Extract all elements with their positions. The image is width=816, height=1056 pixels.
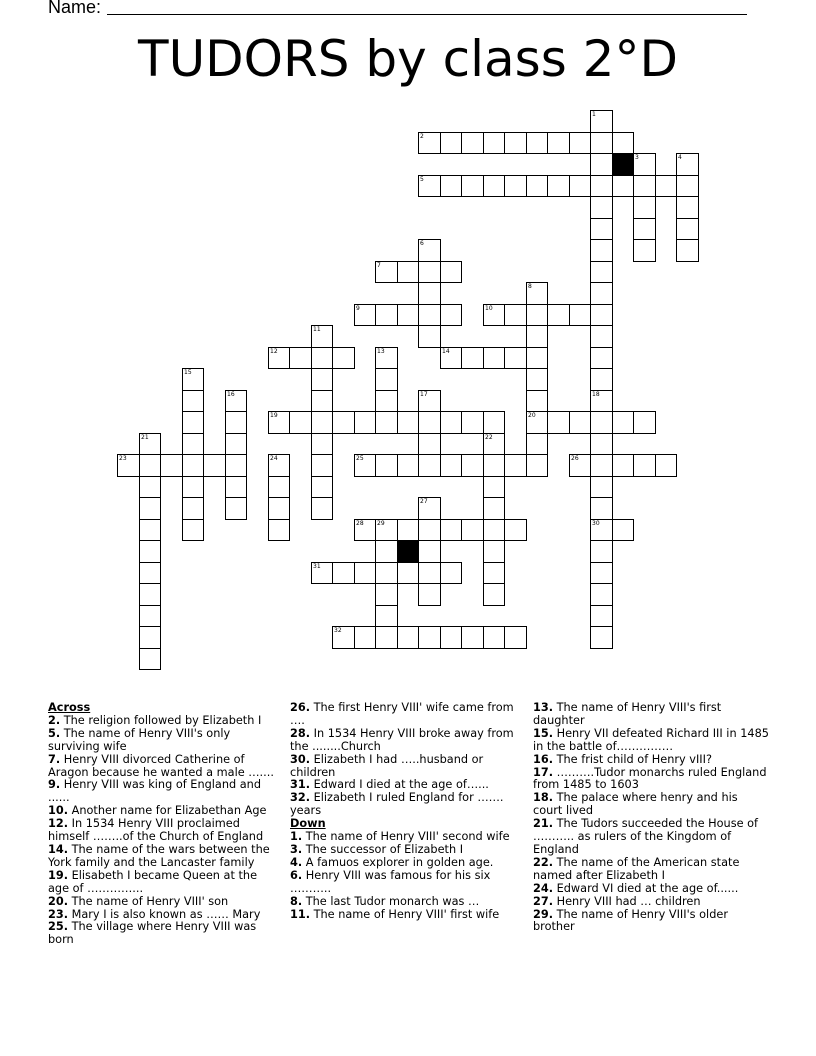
grid-cell[interactable] <box>182 476 204 498</box>
clue-number-27: 27 <box>420 498 428 505</box>
grid-cell[interactable] <box>590 454 613 477</box>
grid-cell[interactable] <box>225 454 247 477</box>
grid-cell[interactable] <box>375 626 398 649</box>
grid-cell[interactable] <box>182 519 204 541</box>
grid-cell[interactable] <box>504 175 527 197</box>
clue-number: 13. <box>533 701 554 714</box>
clues-column-2 <box>290 702 518 921</box>
clue-number-29: 29 <box>377 520 385 527</box>
grid-cell[interactable] <box>440 411 462 434</box>
grid-cell[interactable] <box>526 390 548 412</box>
grid-cell[interactable] <box>612 411 634 434</box>
grid-cell[interactable] <box>676 239 699 262</box>
clue-text: In 1534 Henry VIII broke away from the ........Church <box>290 726 514 753</box>
grid-cell[interactable] <box>612 454 634 477</box>
clue-number-20: 20 <box>528 412 536 419</box>
clue-number: 7. <box>48 752 61 766</box>
grid-cell[interactable] <box>590 347 613 369</box>
clue-text: The frist child of Henry vIII? <box>556 752 712 766</box>
clue-number: 32. <box>290 791 311 805</box>
down-clue <box>290 870 518 896</box>
clue-number: 29. <box>533 907 554 921</box>
grid-cell[interactable] <box>311 476 333 498</box>
name-label: Name: <box>48 0 102 17</box>
across-clue <box>48 921 276 947</box>
down-clue <box>533 728 769 754</box>
clue-number-1: 1 <box>592 111 596 118</box>
clue-number-13: 13 <box>377 348 385 355</box>
clue-number: 8. <box>290 894 303 908</box>
clue-number: 1. <box>290 830 303 844</box>
clue-text: Elisabeth I became Queen at the age of …………... <box>48 868 258 895</box>
across-clue <box>290 792 518 818</box>
grid-cell[interactable] <box>590 583 613 606</box>
page-title: TUDORS by class 2°D <box>138 30 678 88</box>
grid-cell[interactable] <box>418 325 441 348</box>
grid-cell[interactable] <box>504 626 527 649</box>
clue-number: 5. <box>48 726 61 740</box>
grid-cell[interactable] <box>182 454 204 477</box>
grid-cell[interactable] <box>311 411 333 434</box>
grid-cell[interactable] <box>268 519 290 541</box>
clue-text: In 1534 Henry VIII proclaimed himself ……..of the Church of England <box>48 817 264 844</box>
grid-cell[interactable] <box>526 132 548 154</box>
grid-cell[interactable] <box>332 562 355 584</box>
clue-number-14: 14 <box>442 348 450 355</box>
clue-text: The name of Henry VIII' son <box>71 894 229 908</box>
clue-text: The last Tudor monarch was … <box>305 894 480 908</box>
grid-cell[interactable] <box>547 175 570 197</box>
down-clue <box>533 767 769 793</box>
grid-cell[interactable] <box>461 347 484 369</box>
grid-cell[interactable] <box>526 368 548 391</box>
grid-cell[interactable] <box>440 562 462 584</box>
grid-cell[interactable] <box>483 562 505 584</box>
grid-cell[interactable] <box>311 368 333 391</box>
clue-number: 11. <box>290 907 311 921</box>
grid-cell[interactable] <box>418 433 441 455</box>
grid-cell[interactable] <box>332 411 355 434</box>
grid-cell[interactable] <box>569 304 591 326</box>
clue-number-31: 31 <box>313 563 321 570</box>
clue-number-22: 22 <box>485 434 493 441</box>
grid-cell[interactable] <box>633 239 656 262</box>
grid-cell[interactable] <box>504 347 527 369</box>
grid-cell[interactable] <box>590 218 613 240</box>
grid-cell[interactable] <box>633 454 656 477</box>
grid-cell[interactable] <box>139 626 161 649</box>
grid-cell[interactable] <box>461 175 484 197</box>
grid-cell[interactable] <box>182 390 204 412</box>
grid-cell[interactable] <box>547 304 570 326</box>
grid-cell[interactable] <box>375 411 398 434</box>
grid-cell[interactable] <box>289 347 312 369</box>
grid-cell[interactable] <box>526 304 548 326</box>
clue-number-12: 12 <box>270 348 278 355</box>
clue-text: The palace where henry and his court lived <box>533 791 738 818</box>
grid-cell[interactable] <box>311 454 333 477</box>
grid-cell[interactable] <box>633 411 656 434</box>
clue-text: Henry VIII divorced Catherine of Aragon because he wanted a male ….... <box>48 752 274 779</box>
grid-cell[interactable] <box>590 562 613 584</box>
grid-cell[interactable] <box>418 562 441 584</box>
grid-cell[interactable] <box>354 626 376 649</box>
grid-cell[interactable] <box>590 605 613 627</box>
clue-number-23: 23 <box>119 455 127 462</box>
grid-cell[interactable] <box>569 411 591 434</box>
clue-text: The religion followed by Elizabeth I <box>63 713 262 727</box>
clue-number-11: 11 <box>313 326 321 333</box>
clue-number: 19. <box>48 868 69 882</box>
grid-cell[interactable] <box>526 325 548 348</box>
grid-cell[interactable] <box>590 433 613 455</box>
grid-cell[interactable] <box>569 175 591 197</box>
grid-cell[interactable] <box>483 519 505 541</box>
grid-cell[interactable] <box>483 454 505 477</box>
grid-cell[interactable] <box>526 454 548 477</box>
grid-cell[interactable] <box>461 411 484 434</box>
grid-cell[interactable] <box>311 433 333 455</box>
grid-cell[interactable] <box>160 454 183 477</box>
clue-text: Mary I is also known as …… Mary <box>71 907 261 921</box>
across-clue <box>48 728 276 754</box>
grid-cell[interactable] <box>139 562 161 584</box>
clues-column-1 <box>48 702 276 947</box>
grid-cell[interactable] <box>397 626 419 649</box>
grid-cell[interactable] <box>526 347 548 369</box>
grid-cell[interactable] <box>590 282 613 305</box>
across-clue <box>48 754 276 780</box>
clue-number-21: 21 <box>141 434 149 441</box>
clue-number-25: 25 <box>356 455 364 462</box>
across-clue <box>48 818 276 844</box>
clue-number: 25. <box>48 920 69 934</box>
grid-cell[interactable] <box>418 261 441 283</box>
grid-cell[interactable] <box>418 540 441 563</box>
across-clue <box>290 728 518 754</box>
grid-cell[interactable] <box>590 239 613 262</box>
grid-cell[interactable] <box>590 368 613 391</box>
grid-cell[interactable] <box>612 132 634 154</box>
grid-cell[interactable] <box>225 476 247 498</box>
across-clue <box>290 702 518 728</box>
down-clue <box>533 909 769 935</box>
grid-cell[interactable] <box>139 605 161 627</box>
grid-cell[interactable] <box>590 196 613 219</box>
grid-cell[interactable] <box>633 175 656 197</box>
clue-number: 12. <box>48 817 69 831</box>
clue-number-9: 9 <box>356 305 360 312</box>
clue-text: Henry VIII was king of England and ...... <box>48 778 262 805</box>
clue-text: Edward VI died at the age of...... <box>556 881 739 895</box>
grid-cell[interactable] <box>590 325 613 348</box>
grid-cell[interactable] <box>612 175 634 197</box>
grid-cell[interactable] <box>397 454 419 477</box>
grid-cell[interactable] <box>225 497 247 520</box>
clue-text: The first Henry VIII' wife came from …. <box>290 701 514 727</box>
grid-cell[interactable] <box>590 153 613 176</box>
grid-cell[interactable] <box>311 390 333 412</box>
grid-cell[interactable] <box>633 218 656 240</box>
grid-cell[interactable] <box>375 390 398 412</box>
across-clue <box>48 870 276 896</box>
grid-cell[interactable] <box>440 626 462 649</box>
clue-number-19: 19 <box>270 412 278 419</box>
clue-text: Elizabeth I ruled England for ……. years <box>290 791 504 818</box>
grid-cell[interactable] <box>483 411 505 434</box>
clue-text: The name of the American state named after Elizabeth I <box>533 855 740 882</box>
grid-cell[interactable] <box>375 540 398 563</box>
grid-cell[interactable] <box>418 282 441 305</box>
clue-text: The village where Henry VIII was born <box>48 920 257 947</box>
grid-cell[interactable] <box>289 411 312 434</box>
grid-cell[interactable] <box>139 648 161 670</box>
clue-number: 10. <box>48 804 69 818</box>
grid-cell[interactable] <box>590 411 613 434</box>
grid-cell[interactable] <box>182 411 204 434</box>
clue-text: The Tudors succeeded the House of ……….. as rulers of the Kingdom of England <box>533 817 759 856</box>
clue-number-10: 10 <box>485 305 493 312</box>
clue-number: 27. <box>533 894 554 908</box>
clue-text: Henry VIII was famous for his six ……….. <box>290 868 491 895</box>
grid-cell[interactable] <box>375 605 398 627</box>
grid-cell[interactable] <box>375 562 398 584</box>
grid-cell[interactable] <box>547 411 570 434</box>
clue-number: 3. <box>290 842 303 856</box>
clue-number-8: 8 <box>528 283 532 290</box>
clue-text: The name of Henry VIII's older brother <box>533 907 728 934</box>
clue-number: 17. <box>533 765 554 779</box>
clue-number: 14. <box>48 842 69 856</box>
grid-cell[interactable] <box>676 218 699 240</box>
grid-cell[interactable] <box>397 562 419 584</box>
grid-cell[interactable] <box>139 583 161 606</box>
clue-number-2: 2 <box>420 133 424 140</box>
grid-cell[interactable] <box>397 304 419 326</box>
clue-number: 30. <box>290 752 311 766</box>
grid-cell[interactable] <box>311 497 333 520</box>
grid-cell[interactable] <box>182 433 204 455</box>
down-clue <box>533 857 769 883</box>
clue-number-32: 32 <box>334 627 342 634</box>
clue-number-18: 18 <box>592 391 600 398</box>
grid-cell[interactable] <box>483 347 505 369</box>
grid-cell[interactable] <box>590 304 613 326</box>
grid-cell[interactable] <box>526 175 548 197</box>
clue-number: 16. <box>533 752 554 766</box>
clue-number-24: 24 <box>270 455 278 462</box>
clue-number: 9. <box>48 778 61 792</box>
clue-text: Another name for Elizabethan Age <box>71 804 267 818</box>
clue-number-17: 17 <box>420 391 428 398</box>
grid-cell[interactable] <box>547 132 570 154</box>
grid-cell[interactable] <box>590 626 613 649</box>
grid-cell[interactable] <box>440 132 462 154</box>
grid-cell[interactable] <box>504 132 527 154</box>
clue-number: 26. <box>290 701 311 714</box>
down-clue <box>533 818 769 857</box>
grid-cell[interactable] <box>612 519 634 541</box>
grid-cell[interactable] <box>440 519 462 541</box>
grid-cell[interactable] <box>418 519 441 541</box>
grid-cell[interactable] <box>418 411 441 434</box>
black-square <box>612 153 634 176</box>
grid-cell[interactable] <box>139 497 161 520</box>
grid-cell[interactable] <box>633 196 656 219</box>
clue-number: 21. <box>533 817 554 831</box>
grid-cell[interactable] <box>375 304 398 326</box>
grid-cell[interactable] <box>590 175 613 197</box>
grid-cell[interactable] <box>655 454 677 477</box>
clue-text: Henry VII defeated Richard III in 1485 in the battle of…………… <box>533 726 769 753</box>
clue-number: 18. <box>533 791 554 805</box>
grid-cell[interactable] <box>354 562 376 584</box>
clue-number: 28. <box>290 726 311 740</box>
grid-cell[interactable] <box>526 433 548 455</box>
grid-cell[interactable] <box>397 411 419 434</box>
grid-cell[interactable] <box>590 132 613 154</box>
grid-cell[interactable] <box>590 540 613 563</box>
clue-number: 4. <box>290 855 303 869</box>
grid-cell[interactable] <box>182 497 204 520</box>
grid-cell[interactable] <box>311 347 333 369</box>
clue-number: 31. <box>290 778 311 792</box>
grid-cell[interactable] <box>590 476 613 498</box>
clue-text: The name of Henry VIII' second wife <box>305 830 510 844</box>
grid-cell[interactable] <box>461 519 484 541</box>
clue-text: The name of Henry VIII's first daughter <box>533 701 722 727</box>
down-clue <box>290 909 518 922</box>
grid-cell[interactable] <box>268 497 290 520</box>
down-heading: Down <box>290 817 326 831</box>
grid-cell[interactable] <box>504 304 527 326</box>
across-clue <box>290 754 518 780</box>
grid-cell[interactable] <box>375 583 398 606</box>
across-clue <box>48 844 276 870</box>
grid-cell[interactable] <box>225 433 247 455</box>
clue-number-30: 30 <box>592 520 600 527</box>
clues-column-3 <box>533 702 769 934</box>
clue-number: 20. <box>48 894 69 908</box>
clue-text: Elizabeth I had …..husband or children <box>290 752 484 779</box>
grid-cell[interactable] <box>397 261 419 283</box>
grid-cell[interactable] <box>440 175 462 197</box>
grid-cell[interactable] <box>418 454 441 477</box>
grid-cell[interactable] <box>655 175 677 197</box>
clue-text: The successor of Elizabeth I <box>305 842 464 856</box>
clue-number-26: 26 <box>571 455 579 462</box>
grid-cell[interactable] <box>483 583 505 606</box>
grid-cell[interactable] <box>440 304 462 326</box>
grid-cell[interactable] <box>332 347 355 369</box>
clue-number: 15. <box>533 726 554 740</box>
grid-cell[interactable] <box>461 626 484 649</box>
clue-number: 23. <box>48 907 69 921</box>
grid-cell[interactable] <box>461 132 484 154</box>
grid-cell[interactable] <box>483 132 505 154</box>
grid-cell[interactable] <box>483 175 505 197</box>
clue-text: The name of Henry VIII's only surviving wife <box>48 726 231 753</box>
grid-cell[interactable] <box>461 454 484 477</box>
grid-cell[interactable] <box>418 583 441 606</box>
down-clue <box>533 792 769 818</box>
clue-number-28: 28 <box>356 520 364 527</box>
grid-cell[interactable] <box>375 454 398 477</box>
across-heading: Across <box>48 701 91 714</box>
clue-number-6: 6 <box>420 240 424 247</box>
grid-cell[interactable] <box>139 476 161 498</box>
clue-text: The name of Henry VIII' first wife <box>313 907 500 921</box>
black-square <box>397 540 419 563</box>
grid-cell[interactable] <box>483 476 505 498</box>
grid-cell[interactable] <box>139 540 161 563</box>
clue-number-15: 15 <box>184 369 192 376</box>
clue-number-16: 16 <box>227 391 235 398</box>
clue-number-5: 5 <box>420 176 424 183</box>
grid-cell[interactable] <box>483 626 505 649</box>
grid-cell[interactable] <box>268 476 290 498</box>
clue-number: 2. <box>48 713 61 727</box>
grid-cell[interactable] <box>225 411 247 434</box>
clue-text: Henry VIII had … children <box>556 894 701 908</box>
grid-cell[interactable] <box>203 454 226 477</box>
grid-cell[interactable] <box>676 175 699 197</box>
clue-number: 24. <box>533 881 554 895</box>
clue-number-7: 7 <box>377 262 381 269</box>
clue-text: Edward I died at the age of…... <box>313 778 489 792</box>
grid-cell[interactable] <box>397 519 419 541</box>
clue-text: ……….Tudor monarchs ruled England from 1485 to 1603 <box>533 765 767 792</box>
grid-cell[interactable] <box>440 261 462 283</box>
grid-cell[interactable] <box>354 411 376 434</box>
grid-cell[interactable] <box>139 454 161 477</box>
across-clue <box>48 779 276 805</box>
grid-cell[interactable] <box>375 368 398 391</box>
clue-text: A famuos explorer in golden age. <box>305 855 494 869</box>
clue-number: 6. <box>290 868 303 882</box>
grid-cell[interactable] <box>418 626 441 649</box>
grid-cell[interactable] <box>139 519 161 541</box>
down-clue <box>533 702 769 728</box>
grid-cell[interactable] <box>590 261 613 283</box>
grid-cell[interactable] <box>569 132 591 154</box>
grid-cell[interactable] <box>418 304 441 326</box>
clue-number: 22. <box>533 855 554 869</box>
grid-cell[interactable] <box>440 454 462 477</box>
clue-number-4: 4 <box>678 154 682 161</box>
grid-cell[interactable] <box>676 196 699 219</box>
grid-cell[interactable] <box>483 540 505 563</box>
grid-cell[interactable] <box>504 454 527 477</box>
clue-number-3: 3 <box>635 154 639 161</box>
grid-cell[interactable] <box>483 497 505 520</box>
grid-cell[interactable] <box>590 497 613 520</box>
clue-text: The name of the wars between the York family and the Lancaster family <box>48 842 270 869</box>
grid-cell[interactable] <box>504 519 527 541</box>
